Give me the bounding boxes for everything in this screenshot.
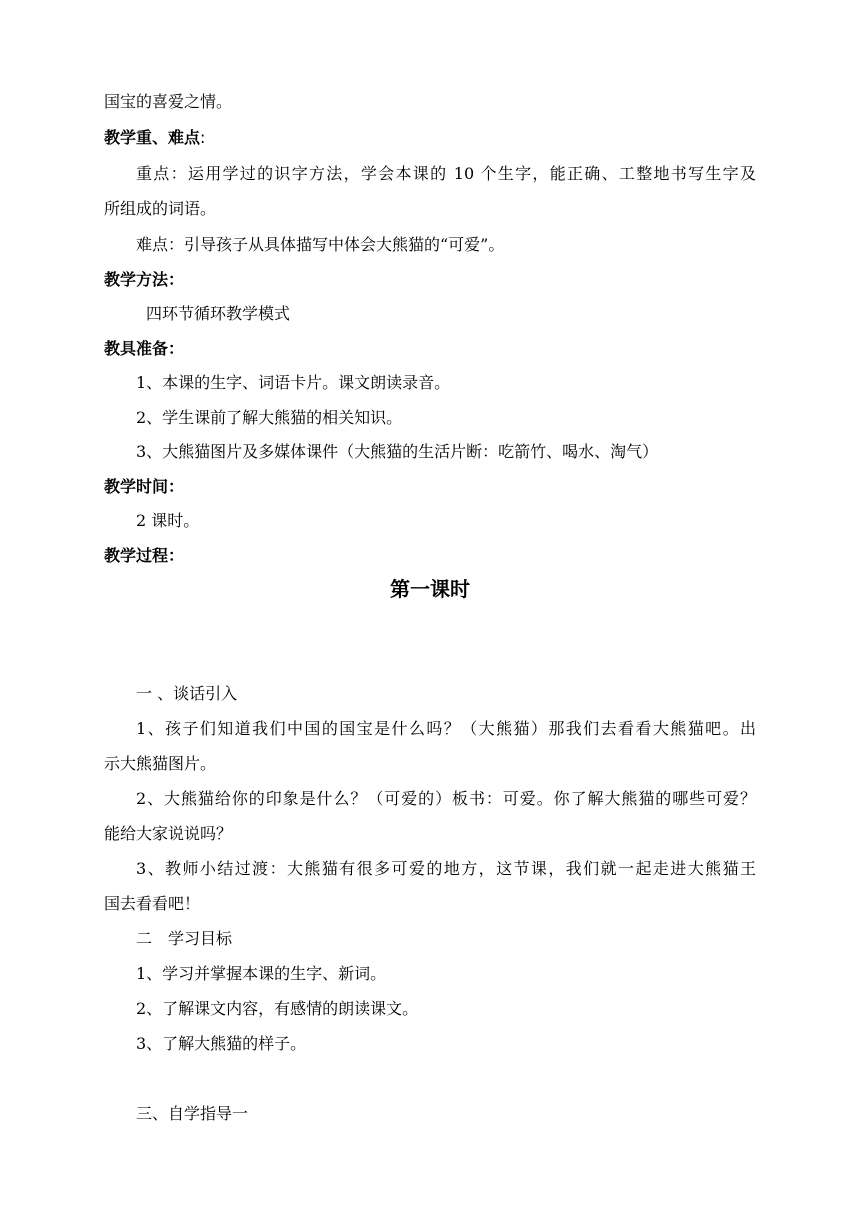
section2-item: 2、了解课文内容，有感情的朗读课文。 — [136, 999, 419, 1018]
section1-p3-line1: 3、教师小结过渡：大熊猫有很多可爱的地方，这节课，我们就一起走进大熊猫王 — [136, 859, 756, 878]
section2-item: 3、了解大熊猫的样子。 — [136, 1034, 307, 1053]
section2-title: 二 学习目标 — [136, 929, 233, 948]
section3-title: 三、自学指导一 — [136, 1104, 249, 1123]
time-text: 2 课时。 — [136, 511, 200, 530]
tools-item: 1、本课的生字、词语卡片。课文朗读录音。 — [136, 373, 451, 392]
method-heading: 教学方法： — [104, 270, 185, 289]
lesson-title: 第一课时 — [390, 577, 470, 601]
tools-item: 3、大熊猫图片及多媒体课件（大熊猫的生活片断：吃箭竹、喝水、淘气） — [136, 442, 659, 461]
section2-item: 1、学习并掌握本课的生字、新词。 — [136, 964, 387, 983]
method-text: 四环节循环教学模式 — [146, 304, 291, 323]
key-points-heading — [104, 128, 756, 148]
section1-p2-line2: 能给大家说说吗？ — [104, 824, 233, 843]
section1-p2-line1: 2、大熊猫给你的印象是什么？（可爱的）板书：可爱。你了解大熊猫的哪些可爱？ — [136, 789, 756, 808]
section1-p1-line1: 1、孩子们知道我们中国的国宝是什么吗？（大熊猫）那我们去看看大熊猫吧。出 — [136, 719, 756, 738]
focus-line-1: 重点：运用学过的识字方法，学会本课的 10 个生字，能正确、工整地书写生字及 — [136, 164, 756, 183]
key-points-heading-colon: : — [200, 128, 206, 147]
tools-heading: 教具准备： — [104, 339, 185, 358]
intro-tail-text: 国宝的喜爱之情。 — [104, 92, 233, 111]
section1-p1-line2: 示大熊猫图片。 — [104, 754, 217, 773]
tools-item: 2、学生课前了解大熊猫的相关知识。 — [136, 408, 403, 427]
focus-line-2: 所组成的词语。 — [104, 199, 217, 218]
section1-title: 一 、谈话引入 — [136, 684, 238, 703]
time-heading: 教学时间： — [104, 477, 185, 496]
section1-p3-line2: 国去看看吧！ — [104, 894, 201, 913]
difficulty-line: 难点：引导孩子从具体描写中体会大熊猫的“可爱”。 — [136, 235, 505, 254]
process-heading: 教学过程： — [104, 546, 185, 565]
key-points-heading-text: 教学重、难点 — [104, 128, 201, 147]
